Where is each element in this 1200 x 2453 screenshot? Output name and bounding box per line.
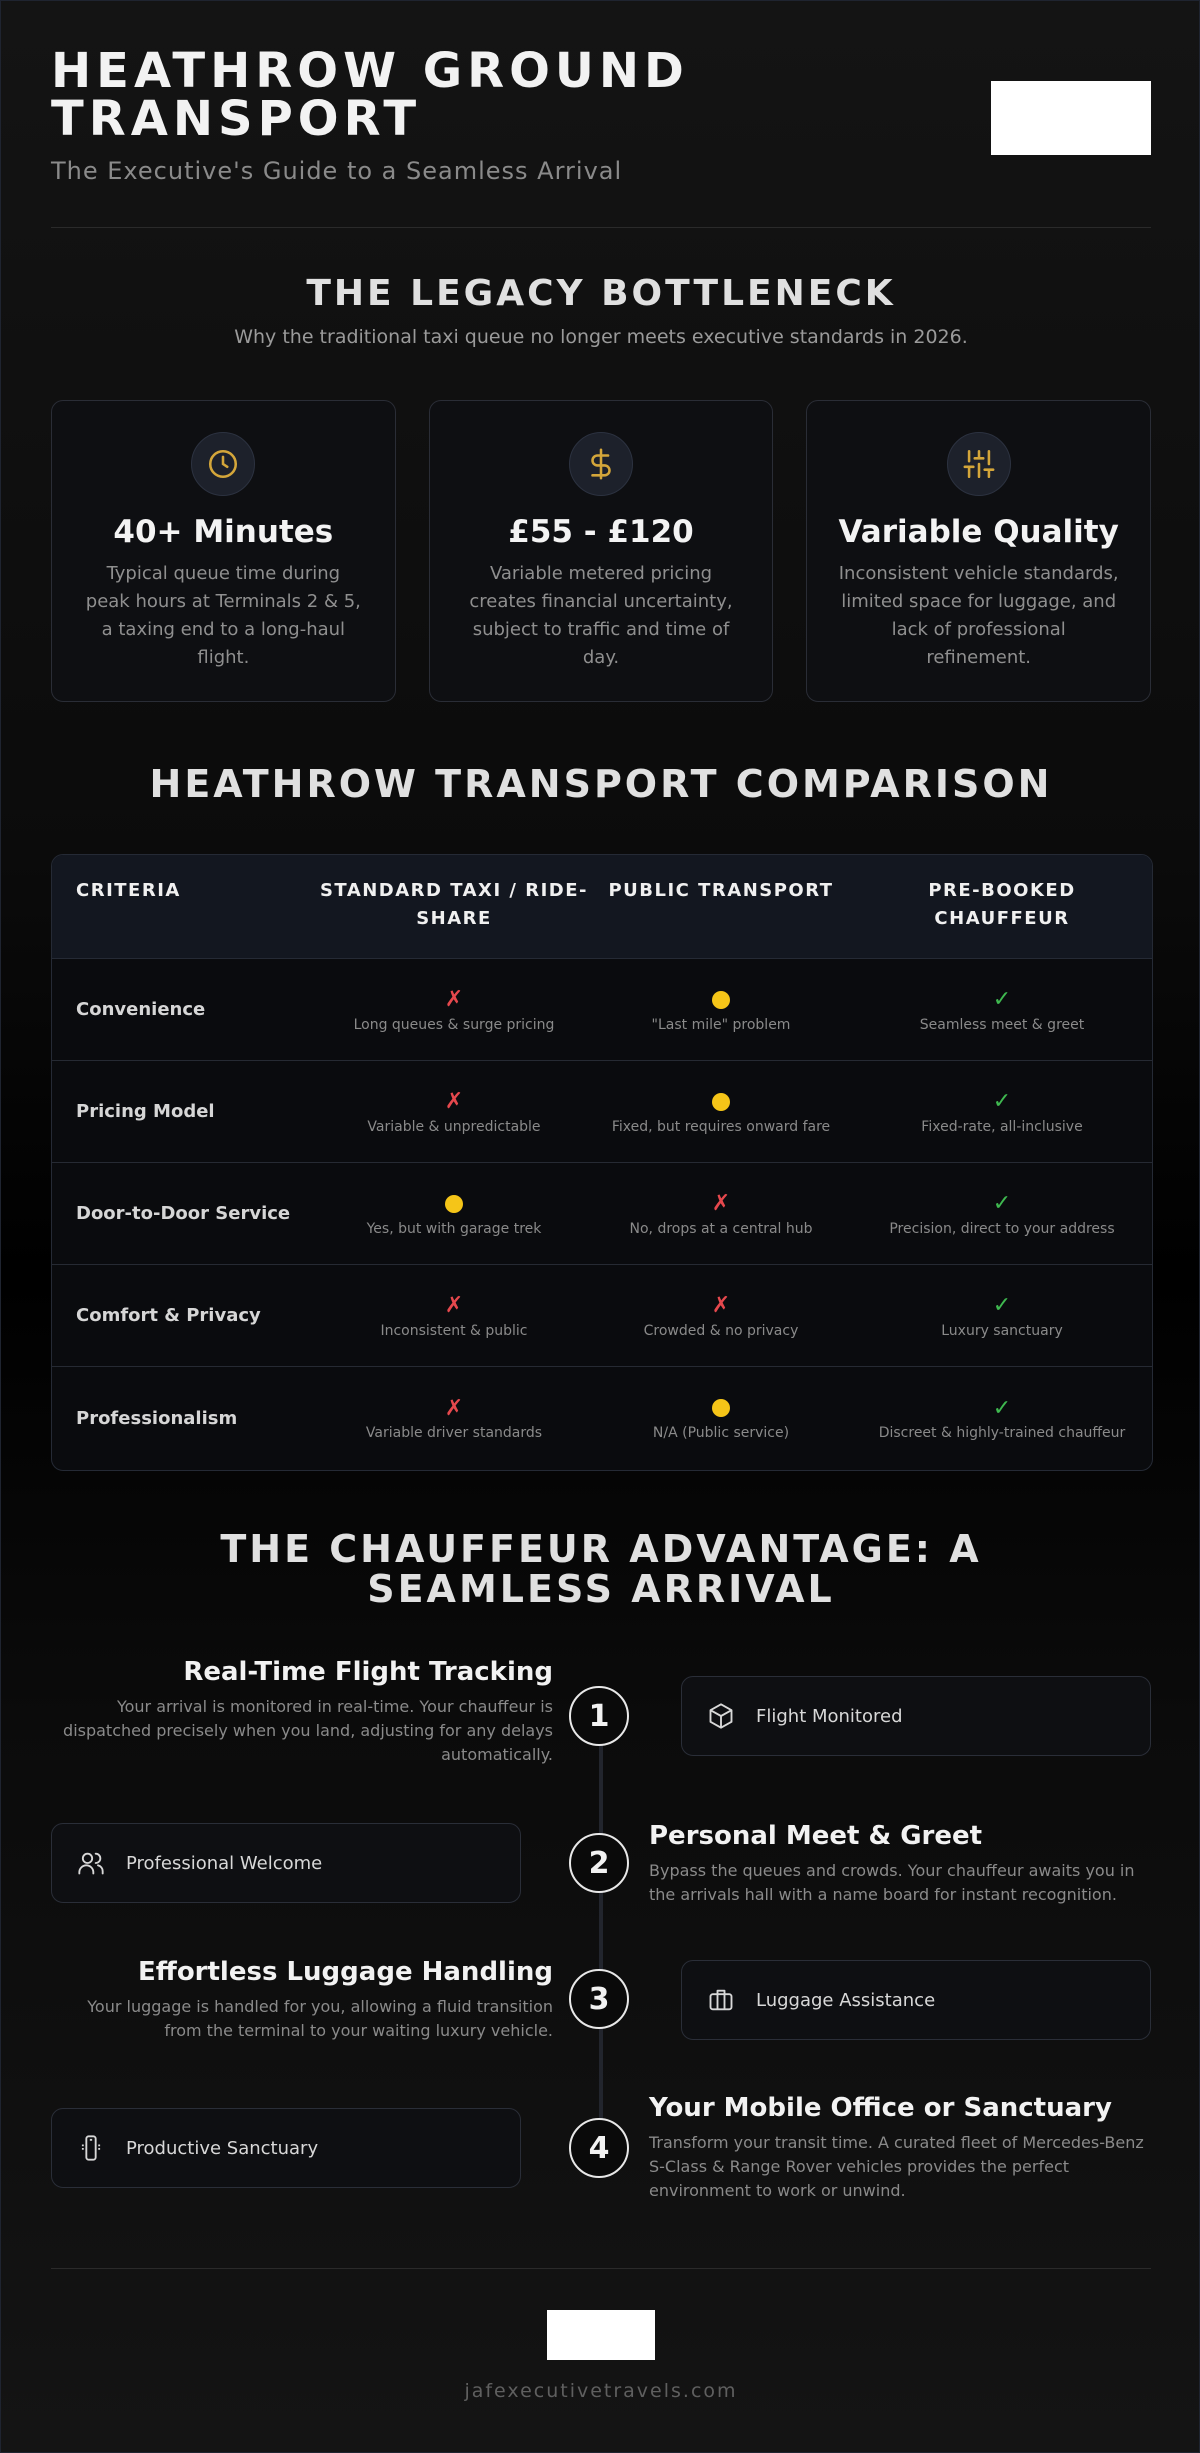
card-title: £55 - £120 [508,514,694,550]
table-cell [318,1293,590,1339]
step-description: Your luggage is handled for you, allowing a fluid transition from the terminal to your waiting luxury vehicle. [87,1997,553,2040]
step-4-text [649,2093,1151,2203]
step-3-text [51,1957,553,2043]
divider [51,2268,1151,2269]
check-icon: ✓ [992,1191,1012,1216]
table-cell [852,1395,1152,1441]
stat-card [429,400,774,702]
step-1-badge [681,1676,1151,1756]
cell-note: Long queues & surge pricing [353,1016,555,1033]
comparison-table [51,854,1153,1471]
cross-icon: ✗ [711,1191,731,1216]
card-text: Variable metered pricing creates financial uncertainty, subject to traffic and time of day. [469,563,733,668]
cube-icon [706,1701,736,1731]
step-number: 3 [569,1969,629,2029]
partial-dot-icon [712,1089,730,1115]
table-cell [590,1293,852,1339]
card-title: Variable Quality [838,514,1119,550]
step-number: 4 [569,2118,629,2178]
table-cell [852,1191,1152,1237]
bottleneck-subtitle: Why the traditional taxi queue no longer meets executive standards in 2026. [234,326,968,348]
table-row [52,959,1152,1061]
partial-dot-icon [445,1191,463,1217]
table-cell [590,987,852,1033]
step-title: Real-Time Flight Tracking [183,1657,553,1687]
step-description: Transform your transit time. A curated fleet of Mercedes-Benz S-Class & Range Rover vehicles provides the perfect environment to work or unwind. [649,2133,1144,2200]
clock-icon [191,432,255,496]
badge-label: Luggage Assistance [756,1989,936,2011]
card-text: Inconsistent vehicle standards, limited space for luggage, and lack of professional refinement. [838,563,1119,668]
badge-label: Flight Monitored [756,1705,903,1727]
card-text: Typical queue time during peak hours at Terminals 2 & 5, a taxing end to a long-haul flight. [85,563,361,668]
table-row [52,1061,1152,1163]
header [51,43,1151,227]
check-icon: ✓ [992,1293,1012,1318]
cross-icon: ✗ [444,1395,464,1421]
cross-icon: ✗ [444,1089,464,1114]
criteria-label: Pricing Model [76,1101,215,1122]
criteria-label: Professionalism [76,1407,238,1429]
step-2-text [649,1821,1151,1907]
cell-note: Crowded & no privacy [643,1322,799,1339]
comparison-title: HEATHROW TRANSPORT COMPARISON [149,762,1053,806]
card-title: 40+ Minutes [113,514,334,550]
cell-note: Fixed-rate, all-inclusive [921,1118,1083,1135]
column-header: PRE-BOOKED CHAUFFEUR [928,880,1076,929]
cross-icon: ✗ [711,1293,731,1318]
table-cell [318,1395,590,1441]
table-cell [590,1395,852,1441]
dot-shape [712,1093,730,1111]
step-number: 2 [569,1833,629,1893]
table-cell [590,1089,852,1135]
column-header: CRITERIA [76,880,181,901]
cell-note: Precision, direct to your address [889,1220,1115,1237]
briefcase-icon [706,1985,736,2015]
stat-card [806,400,1151,702]
table-cell [318,1191,590,1237]
step-title: Your Mobile Office or Sanctuary [649,2093,1112,2123]
table-row [52,1163,1152,1265]
dollar-icon [569,432,633,496]
step-number: 1 [569,1686,629,1746]
step-3-badge [681,1960,1151,2040]
footer-logo [547,2310,655,2360]
check-icon: ✓ [992,1089,1012,1114]
step-description: Your arrival is monitored in real-time. Your chauffeur is dispatched precisely when you land, adjusting for any delays automatically. [63,1697,553,1764]
cell-note: Fixed, but requires onward fare [611,1118,831,1135]
step-description: Bypass the queues and crowds. Your chauffeur awaits you in the arrivals hall with a name board for instant recognition. [649,1861,1135,1904]
cell-note: No, drops at a central hub [629,1220,813,1237]
cell-note: "Last mile" problem [651,1016,791,1033]
table-row [52,1367,1152,1469]
table-body [52,959,1152,1469]
criteria-label: Comfort & Privacy [76,1305,261,1326]
footer-url[interactable]: jafexecutivetravels.com [464,2380,738,2402]
dot-shape [712,1399,730,1417]
advantage-title: THE CHAUFFEUR ADVANTAGE: A SEAMLESS ARRIVAL [220,1527,982,1611]
timeline-line [599,1711,603,2151]
cross-icon: ✗ [444,1293,464,1318]
page-title: HEATHROW GROUND TRANSPORT [51,43,689,147]
table-cell [318,1089,590,1135]
cell-note: Seamless meet & greet [919,1016,1085,1033]
check-icon: ✓ [992,1395,1012,1421]
table-cell [318,987,590,1033]
cell-note: N/A (Public service) [652,1425,790,1441]
step-4-badge [51,2108,521,2188]
cell-note: Discreet & highly-trained chauffeur [878,1425,1126,1441]
criteria-label: Door-to-Door Service [76,1203,291,1224]
badge-label: Productive Sanctuary [126,2137,319,2159]
stat-card [51,400,396,702]
sliders-icon [947,432,1011,496]
step-2-badge [51,1823,521,1903]
cell-note: Inconsistent & public [380,1322,528,1339]
cross-icon: ✗ [444,987,464,1012]
check-icon: ✓ [992,987,1012,1012]
logo [991,81,1151,155]
partial-dot-icon [712,1395,730,1421]
cell-note: Luxury sanctuary [941,1322,1063,1339]
bottleneck-cards [51,400,1151,702]
table-cell [590,1191,852,1237]
phone-icon [76,2133,106,2163]
step-1-text [51,1657,553,1767]
dot-shape [445,1195,463,1213]
badge-label: Professional Welcome [126,1852,323,1874]
bottleneck-title: THE LEGACY BOTTLENECK [306,273,896,314]
table-header [52,855,1152,959]
table-row [52,1265,1152,1367]
table-cell [852,1089,1152,1135]
cell-note: Variable & unpredictable [367,1118,541,1135]
page-subtitle: The Executive's Guide to a Seamless Arrival [51,157,623,185]
table-cell [852,1293,1152,1339]
partial-dot-icon [712,987,730,1013]
step-title: Personal Meet & Greet [649,1821,983,1851]
cell-note: Variable driver standards [365,1425,543,1441]
column-header: PUBLIC TRANSPORT [608,880,834,901]
cell-note: Yes, but with garage trek [366,1220,542,1237]
dot-shape [712,991,730,1009]
users-icon [76,1848,106,1878]
step-title: Effortless Luggage Handling [138,1957,553,1987]
divider [51,227,1151,228]
table-cell [852,987,1152,1033]
criteria-label: Convenience [76,999,206,1020]
column-header: STANDARD TAXI / RIDE-SHARE [319,880,589,929]
